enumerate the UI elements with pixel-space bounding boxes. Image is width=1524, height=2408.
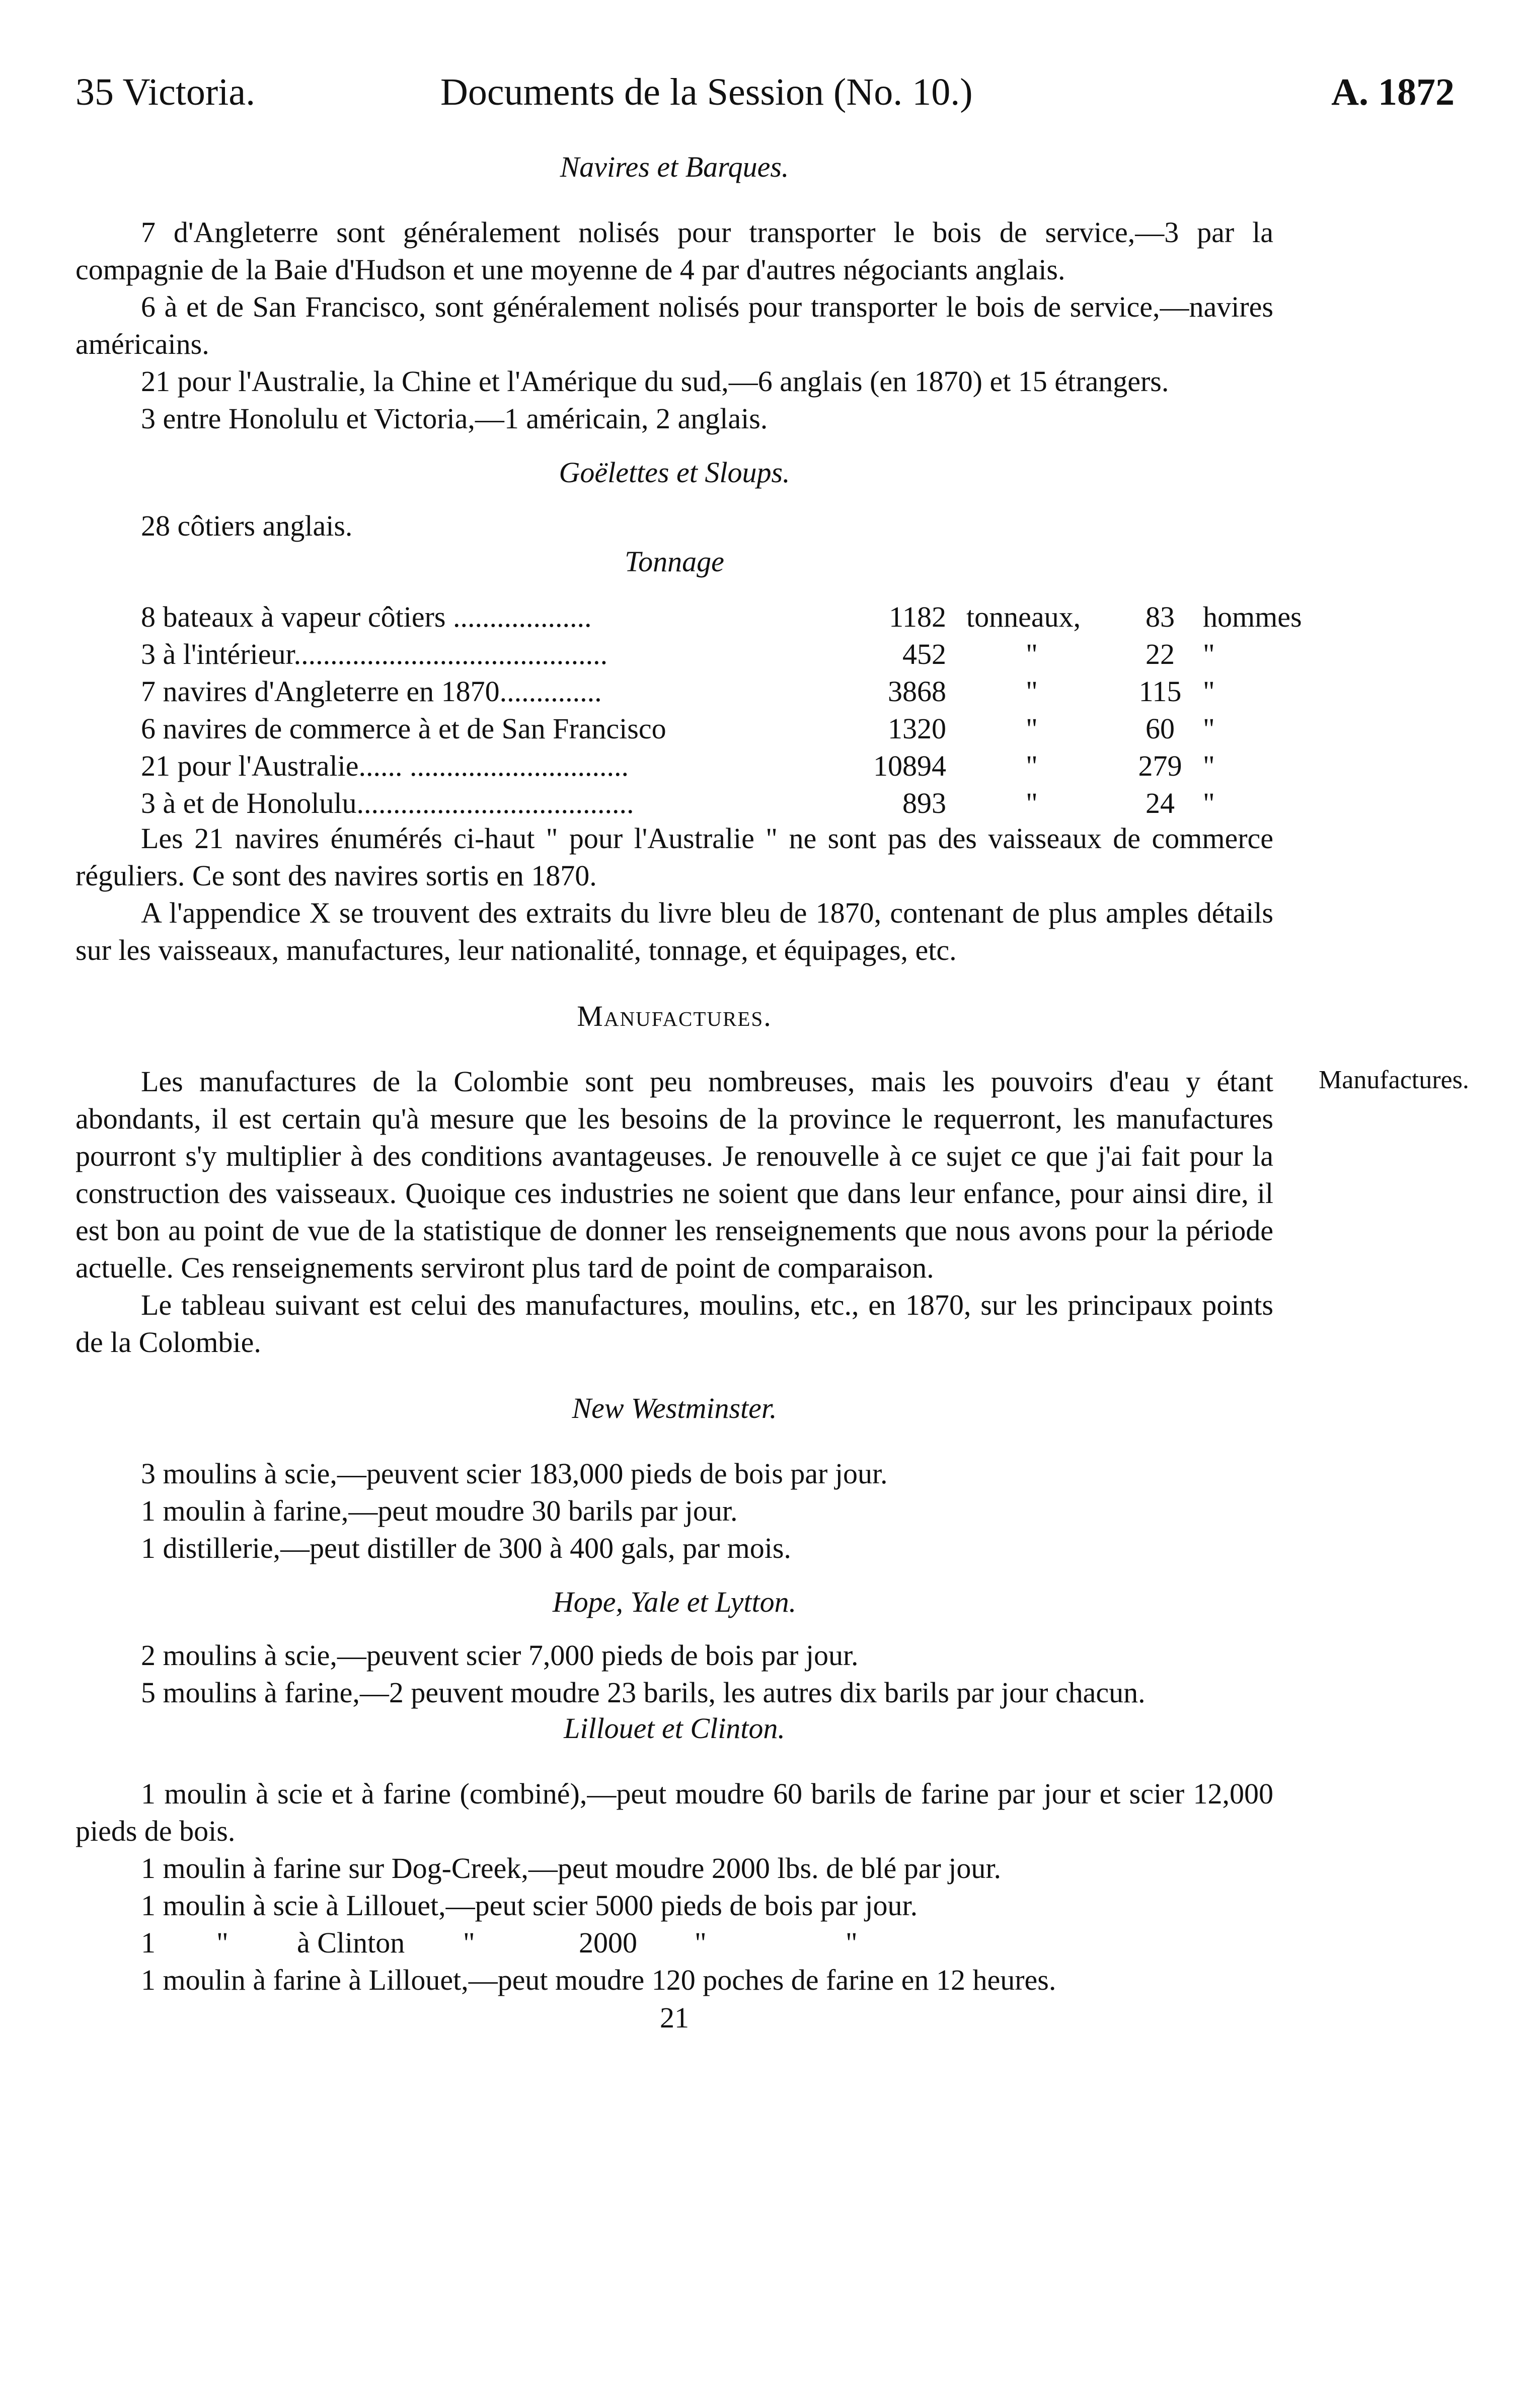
table-row: 7 navires d'Angleterre en 1870.............. 3868 " 115 ": [141, 675, 1215, 708]
page-number: 21: [660, 2001, 689, 2034]
tonnage-note-2: A l'appendice X se trouvent des extraits du livre bleu de 1870, contenant de plus amples détails sur les vaisseaux, manufactures, leur nationalité, tonnage, et équipages, etc.: [75, 896, 1273, 966]
heading-new-westminster: New Westminster.: [572, 1392, 777, 1424]
list-item: 1 distillerie,—peut distiller de 300 à 400 gals, par mois.: [141, 1532, 791, 1564]
table-row: 6 navires de commerce à et de San Francisco 1320 " 60 ": [141, 712, 1215, 745]
lillouet-para: 1 moulin à scie et à farine (combiné),—peut moudre 60 barils de farine par jour et scier 12,000 pieds de bois.: [75, 1777, 1273, 1847]
header-volume: 35 Victoria.: [75, 71, 256, 113]
list-item: 2 moulins à scie,—peuvent scier 7,000 pieds de bois par jour.: [141, 1639, 859, 1672]
ships-para-4: 3 entre Honolulu et Victoria,—1 américain, 2 anglais.: [141, 402, 768, 435]
clinton-line: 1 " à Clinton " 2000 " ": [141, 1926, 858, 1959]
heading-schooners: Goëlettes et Sloups.: [559, 456, 790, 489]
header-year: A. 1872: [1331, 71, 1455, 113]
margin-note-manufactures: Manufactures.: [1319, 1066, 1469, 1094]
ships-para-1: 7 d'Angleterre sont généralement nolisés pour transporter le bois de service,—3 par la compagnie de la Baie d'Hudson et une moyenne de 4 par d'autres négociants anglais.: [75, 216, 1273, 286]
page: [75, 70, 1469, 2035]
tonnage-table: [141, 596, 1329, 820]
heading-manufactures: Manufactures.: [577, 1000, 772, 1032]
manufactures-para-1: Les manufactures de la Colombie sont peu nombreuses, mais les pouvoirs d'eau y étant abondants, il est certain qu'à mesure que les besoins de la province le requerront, les manufactures pourront s'y multiplier à des conditions avantageuses. Je renouvelle à ce sujet ce que j'ai fait pour la construction des vaisseaux. Quoique ces industries ne soient que dans leur enfance, pour ainsi dire, il est bon au point de vue de la statistique de donner les renseignements que nous avons pour la période actuelle. Ces renseignements serviront plus tard de point de comparaison.: [75, 1065, 1273, 1284]
heading-ships: Navires et Barques.: [560, 150, 789, 183]
running-header: [75, 70, 1455, 126]
table-row: 21 pour l'Australie...... .............................. 10894 " 279 ": [141, 749, 1215, 782]
heading-hope-yale-lytton: Hope, Yale et Lytton.: [552, 1586, 797, 1618]
tonnage-note-1: Les 21 navires énumérés ci-haut " pour l'Australie " ne sont pas des vaisseaux de commerce réguliers. Ce sont des navires sortis en 1870.: [75, 822, 1273, 892]
table-row: 3 à et de Honolulu...................................... 893 " 24 ": [141, 787, 1215, 819]
manufactures-para-2: Le tableau suivant est celui des manufactures, moulins, etc., en 1870, sur les principaux points de la Colombie.: [75, 1289, 1273, 1359]
list-item: 1 moulin à farine,—peut moudre 30 barils par jour.: [141, 1494, 738, 1527]
table-row: 3 à l'intérieur........................................... 452 " 22 ": [141, 638, 1215, 670]
heading-tonnage: Tonnage: [625, 545, 724, 578]
list-item: 1 moulin à farine à Lillouet,—peut moudre 120 poches de farine en 12 heures.: [141, 1964, 1056, 1996]
hope-para: 5 moulins à farine,—2 peuvent moudre 23 barils, les autres dix barils par jour chacun.: [141, 1676, 1146, 1709]
list-item: 1 moulin à farine sur Dog-Creek,—peut moudre 2000 lbs. de blé par jour.: [141, 1852, 1001, 1885]
list-item: 1 moulin à scie à Lillouet,—peut scier 5000 pieds de bois par jour.: [141, 1889, 918, 1922]
table-row: 8 bateaux à vapeur côtiers ................... 1182 tonneaux, 83 hommes: [141, 600, 1302, 633]
ships-para-2: 6 à et de San Francisco, sont généralement nolisés pour transporter le bois de service,—navires américains.: [75, 290, 1273, 360]
ships-para-3: 21 pour l'Australie, la Chine et l'Amérique du sud,—6 anglais (en 1870) et 15 étrangers.: [141, 365, 1169, 398]
schooners-line: 28 côtiers anglais.: [141, 509, 353, 542]
header-title: Documents de la Session (No. 10.): [440, 71, 973, 113]
list-item: 3 moulins à scie,—peuvent scier 183,000 pieds de bois par jour.: [141, 1457, 888, 1490]
heading-lillouet-clinton: Lillouet et Clinton.: [564, 1712, 785, 1745]
